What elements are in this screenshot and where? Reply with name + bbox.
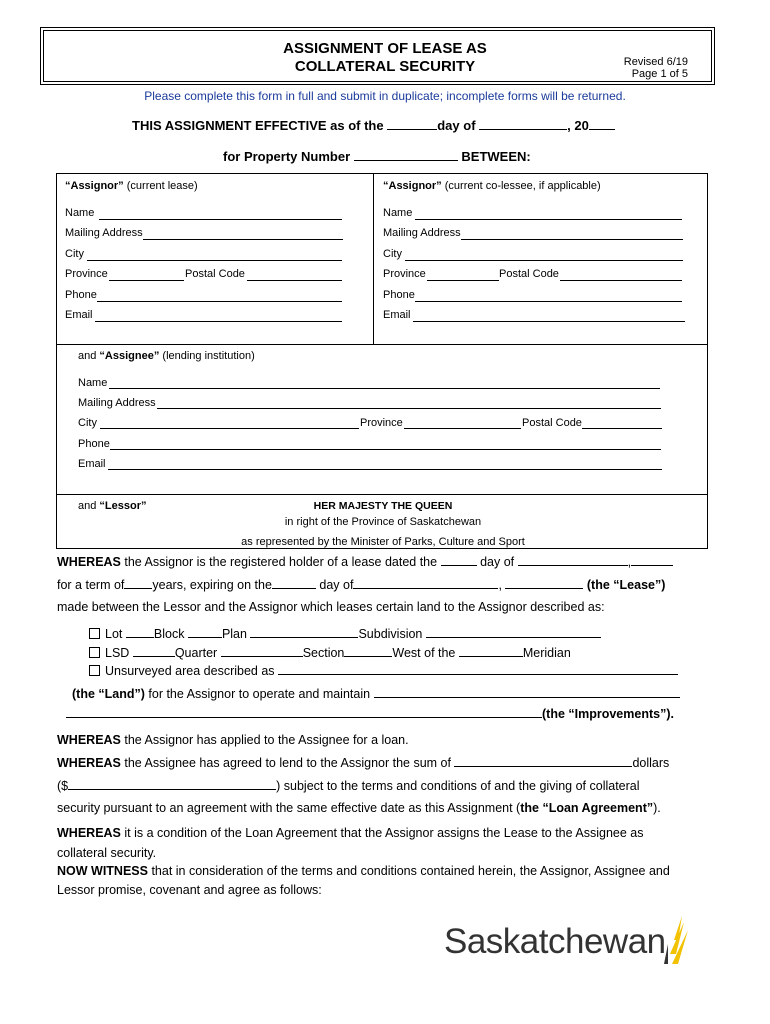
unsurveyed-checkbox[interactable] xyxy=(89,665,100,676)
assignor-email-label: Email xyxy=(65,309,93,321)
subdivision-field[interactable] xyxy=(426,626,601,638)
property-prefix: for Property Number xyxy=(223,149,351,164)
instruction-note: Please complete this form in full and submit in duplicate; incomplete forms will be returned. xyxy=(144,89,626,103)
operate-field[interactable] xyxy=(374,686,680,698)
effective-month-field[interactable] xyxy=(479,118,567,130)
assignee-city-label: City xyxy=(78,417,97,429)
lsd-field[interactable] xyxy=(133,645,175,657)
assignor-province-label: Province xyxy=(65,268,108,280)
assignee-mailing-label: Mailing Address xyxy=(78,397,156,409)
assignee-city-field[interactable] xyxy=(100,428,359,429)
west-of-field[interactable] xyxy=(459,645,523,657)
whereas-condition-line: WHEREAS it is a condition of the Loan Agreement that the Assignor assigns the Lease to the Assignee as xyxy=(57,826,644,840)
lsd-checkbox[interactable] xyxy=(89,647,100,658)
assignor-city-field[interactable] xyxy=(87,260,342,261)
plan-field[interactable] xyxy=(250,626,358,638)
colessee-province-label: Province xyxy=(383,268,426,280)
property-line xyxy=(223,149,531,164)
assignee-email-label: Email xyxy=(78,458,106,470)
now-witness-line: NOW WITNESS that in consideration of the terms and conditions contained herein, the Assignor, Assignee and xyxy=(57,864,670,878)
expiry-year-field[interactable] xyxy=(505,577,583,589)
property-between: BETWEEN: xyxy=(461,149,531,164)
colessee-phone-field[interactable] xyxy=(415,301,682,302)
page-number: Page 1 of 5 xyxy=(631,68,688,80)
effective-day-field[interactable] xyxy=(387,118,437,130)
saskatchewan-logo xyxy=(444,918,694,970)
effective-line xyxy=(132,118,615,133)
colessee-postal-label: Postal Code xyxy=(499,268,559,280)
form-title-line1: ASSIGNMENT OF LEASE AS xyxy=(283,40,487,57)
lot-checkbox[interactable] xyxy=(89,628,100,639)
lsd-line: LSD Quarter Section West of the Meridian xyxy=(89,645,571,660)
colessee-province-field[interactable] xyxy=(427,280,499,281)
lessor-line3: as represented by the Minister of Parks, Culture and Sport xyxy=(241,536,525,548)
whereas-sum-line: WHEREAS the Assignee has agreed to lend to the Assignor the sum of dollars xyxy=(57,756,670,770)
made-between-line: made between the Lessor and the Assignor which leases certain land to the Assignor described as: xyxy=(57,600,605,614)
unsurveyed-line: Unsurveyed area described as xyxy=(89,663,678,678)
effective-day-of: day of xyxy=(437,118,476,133)
colessee-name-label: Name xyxy=(383,207,413,219)
security-line: security pursuant to an agreement with the same effective date as this Assignment (the “Loan Agreement”). xyxy=(57,801,661,815)
whereas-lease-line: WHEREAS the Assignor is the registered holder of a lease dated the day of , xyxy=(57,554,673,569)
assignor-province-field[interactable] xyxy=(109,280,184,281)
term-years-field[interactable] xyxy=(124,577,152,589)
logo-wordmark: Saskatchewan xyxy=(444,922,666,961)
assignor-name-field[interactable] xyxy=(99,219,342,220)
colessee-city-field[interactable] xyxy=(405,260,683,261)
assignee-postal-label: Postal Code xyxy=(522,417,582,429)
assignee-name-field[interactable] xyxy=(109,388,660,389)
colessee-email-label: Email xyxy=(383,309,411,321)
assignee-province-field[interactable] xyxy=(404,428,521,429)
assignor-mailing-field[interactable] xyxy=(143,239,343,240)
assignor-postal-field[interactable] xyxy=(247,280,342,281)
assignee-name-label: Name xyxy=(78,377,108,389)
lease-day-field[interactable] xyxy=(441,554,477,566)
divider xyxy=(57,344,707,345)
expiry-month-field[interactable] xyxy=(353,577,498,589)
effective-prefix: THIS ASSIGNMENT EFFECTIVE as of the xyxy=(132,118,384,133)
parties-table xyxy=(56,173,708,549)
colessee-mailing-field[interactable] xyxy=(461,239,683,240)
assignee-phone-field[interactable] xyxy=(110,449,661,450)
colessee-email-field[interactable] xyxy=(413,321,685,322)
effective-year-field[interactable] xyxy=(589,118,615,130)
assignee-heading: and “Assignee” (lending institution) xyxy=(78,350,255,362)
divider xyxy=(57,494,707,495)
block-field[interactable] xyxy=(188,626,222,638)
lease-year-field[interactable] xyxy=(631,554,673,566)
land-line: (the “Land”) for the Assignor to operate and maintain xyxy=(72,686,680,701)
revised-date: Revised 6/19 xyxy=(623,56,688,68)
assignor-postal-label: Postal Code xyxy=(185,268,245,280)
property-number-field[interactable] xyxy=(354,149,458,161)
lot-line: Lot Block Plan Subdivision xyxy=(89,626,601,641)
colessee-phone-label: Phone xyxy=(383,289,415,301)
assignor-name-label: Name xyxy=(65,207,95,219)
lessor-line2: in right of the Province of Saskatchewan xyxy=(284,516,482,528)
lessor-heading: and “Lessor” xyxy=(78,500,147,512)
colessee-heading: “Assignor” (current co-lessee, if applicable) xyxy=(383,180,601,192)
section-field[interactable] xyxy=(344,645,392,657)
column-divider xyxy=(373,174,374,344)
loan-sum-number-field[interactable] xyxy=(68,778,276,790)
expiry-day-field[interactable] xyxy=(272,577,316,589)
improvements-line: (the “Improvements”). xyxy=(66,706,674,721)
loan-sum-words-field[interactable] xyxy=(454,755,632,767)
assignee-province-label: Province xyxy=(360,417,403,429)
lease-month-field[interactable] xyxy=(518,554,628,566)
promise-line: Lessor promise, covenant and agree as follows: xyxy=(57,883,322,897)
whereas-loan-line: WHEREAS the Assignor has applied to the Assignee for a loan. xyxy=(57,733,409,747)
assignor-city-label: City xyxy=(65,248,84,260)
improvements-field[interactable] xyxy=(66,706,542,718)
quarter-field[interactable] xyxy=(221,645,303,657)
lot-field[interactable] xyxy=(126,626,154,638)
dollar-amount-line: ($ ) subject to the terms and conditions of and the giving of collateral xyxy=(57,779,640,793)
collateral-line: collateral security. xyxy=(57,846,157,860)
colessee-city-label: City xyxy=(383,248,402,260)
form-title-line2: COLLATERAL SECURITY xyxy=(294,58,476,75)
assignee-postal-field[interactable] xyxy=(582,428,662,429)
effective-year-prefix: , 20 xyxy=(567,118,589,133)
assignee-email-field[interactable] xyxy=(108,469,662,470)
colessee-mailing-label: Mailing Address xyxy=(383,227,461,239)
lessor-line1: HER MAJESTY THE QUEEN xyxy=(313,500,453,512)
colessee-name-field[interactable] xyxy=(415,219,682,220)
assignor-heading: “Assignor” (current lease) xyxy=(65,180,198,192)
unsurveyed-field[interactable] xyxy=(278,663,678,675)
assignor-email-field[interactable] xyxy=(95,321,342,322)
term-line: for a term of years, expiring on the day of , (the “Lease”) xyxy=(57,578,666,592)
colessee-postal-field[interactable] xyxy=(560,280,682,281)
assignor-mailing-label: Mailing Address xyxy=(65,227,143,239)
assignor-phone-label: Phone xyxy=(65,289,97,301)
wheat-icon xyxy=(660,914,690,968)
assignee-phone-label: Phone xyxy=(78,438,110,450)
assignee-mailing-field[interactable] xyxy=(157,408,661,409)
assignor-phone-field[interactable] xyxy=(97,301,342,302)
